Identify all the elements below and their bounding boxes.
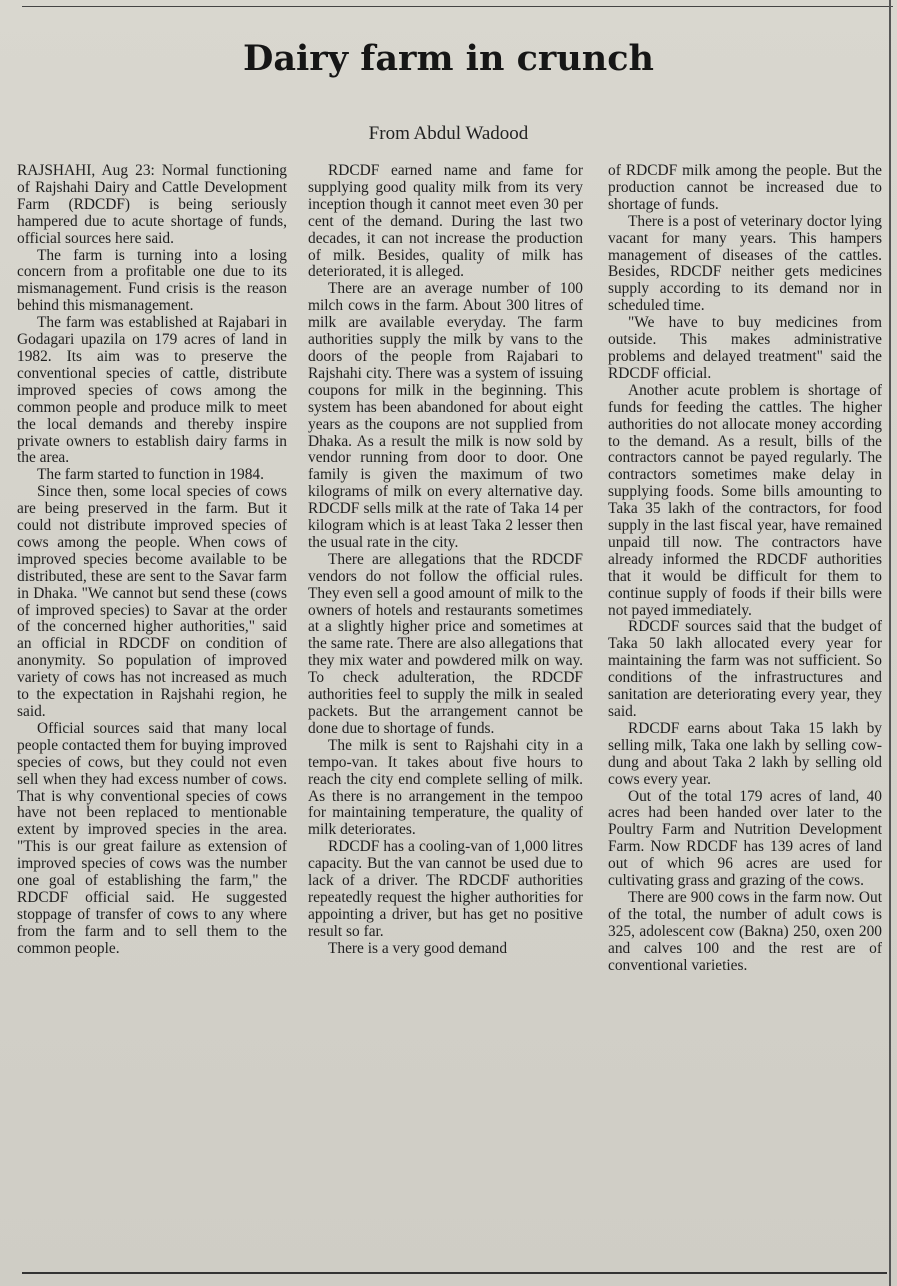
- paragraph: RDCDF earns about Taka 15 lakh by selling milk, Taka one lakh by selling cow-dung and about Taka 2 lakh by selling old cows every year.: [608, 719, 882, 788]
- article-column-2: [308, 163, 583, 958]
- paragraph: The farm started to function in 1984.: [37, 466, 264, 484]
- bottom-rule: [22, 1272, 887, 1274]
- paragraph: Out of the total 179 acres of land, 40 acres had been handed over later to the Poultry Farm and Nutrition Development Farm. Now RDCDF has 139 acres of land out of which 96 acres are used for cultivating grass and grazing of the cows.: [608, 787, 882, 890]
- paragraph: There are 900 cows in the farm now. Out of the total, the number of adult cows is 325, adolescent cow (Bakna) 250, oxen 200 and calves 100 and the rest are of conventional varieties.: [608, 888, 882, 974]
- paragraph: RDCDF earned name and fame for supplying good quality milk from its very inception though it cannot meet even 30 per cent of the demand. During the last two decades, it can not increase the production of milk. Besides, quality of milk has deteriorated, it is alleged.: [308, 162, 583, 281]
- paragraph: There is a post of veterinary doctor lying vacant for many years. This hampers management of diseases of the cattles. Besides, RDCDF neither gets medicines supply according to its demand nor in scheduled time.: [608, 212, 882, 315]
- paragraph: Since then, some local species of cows are being preserved in the farm. But it could not distribute improved species of cows among the people. When cows of improved species become available to be distributed, these are sent to the Savar farm in Dhaka. "We cannot but send these (cows of improved species) to Savar at the order of the concerned higher authorities," said an official in RDCDF on condition of anonymity. So population of improved variety of cows has not increased as much to the expectation in Rajshahi region, he said.: [17, 483, 287, 720]
- paragraph: The milk is sent to Rajshahi city in a tempo-van. It takes about five hours to reach the city end complete selling of milk. As there is no arrangement in the tempoo for maintaining temperature, the quality of milk deteriorates.: [308, 736, 583, 839]
- byline: From Abdul Wadood: [368, 123, 529, 144]
- right-rule: [889, 0, 891, 1286]
- article-column-3: [608, 163, 882, 975]
- paragraph: The farm is turning into a losing concern from a profitable one due to its mismanagement. Fund crisis is the reason behind this mismanagement.: [17, 246, 287, 315]
- paragraph: RDCDF has a cooling-van of 1,000 litres capacity. But the van cannot be used due to lack of a driver. The RDCDF authorities repeatedly request the higher authorities for appointing a driver, but has get no positive result so far.: [308, 838, 583, 940]
- paragraph: There is a very good demand: [328, 939, 508, 957]
- paragraph: RDCDF sources said that the budget of Taka 50 lakh allocated every year for maintaining the farm was not sufficient. So conditions of the infrastructures and sanitation are deteriorating every year, they said.: [608, 618, 882, 720]
- paragraph: Another acute problem is shortage of funds for feeding the cattles. The higher authorities do not allocate money according to the demand. As a result, bills of the contractors cannot be payed regularly. The contractors sometimes make delay in supplying foods. Some bills amounting to Taka 35 lakh of the contractors, for food supply in the last fiscal year, have remained unpaid till now. The contractors have already informed the RDCDF authorities that it would be difficult for them to continue supply of foods if their bills were not payed immediately.: [608, 381, 882, 619]
- paragraph: RAJSHAHI, Aug 23: Normal functioning of Rajshahi Dairy and Cattle Development Farm (RDCDF) is being seriously hampered due to acute shortage of funds, official sources here said.: [17, 162, 287, 247]
- paragraph: There are allegations that the RDCDF vendors do not follow the official rules. They even sell a good amount of milk to the owners of hotels and restaurants sometimes at a slightly higher price and sometimes at the same rate. There are also allegations that they mix water and powdered milk on way. To check adulteration, the RDCDF authorities feel to supply the milk in sealed packets. But the arrangement cannot be done due to shortage of funds.: [308, 550, 583, 737]
- paragraph: of RDCDF milk among the people. But the production cannot be increased due to shortage of funds.: [608, 162, 882, 213]
- top-rule: [22, 6, 893, 7]
- article-column-1: [17, 163, 287, 958]
- paragraph: "We have to buy medicines from outside. This makes administrative problems and delayed treatment" said the RDCDF official.: [608, 314, 882, 382]
- paragraph: There are an average number of 100 milch cows in the farm. About 300 litres of milk are available everyday. The farm authorities supply the milk by vans to the doors of the people from Rajabari to Rajshahi city. There was a system of issuing coupons for milk in the beginning. This system has been abandoned for about eight years as the coupons are not supplied from Dhaka. As a result the milk is now sold by vendor running from door to door. One family is given the maximum of two kilograms of milk on every alternative day. RDCDF sells milk at the rate of Taka 14 per kilogram which is at least Taka 2 lesser then the usual rate in the city.: [308, 280, 583, 551]
- paragraph: The farm was established at Rajabari in Godagari upazila on 179 acres of land in 1982. Its aim was to preserve the conventional species of cattle, distribute improved species of cows among the common people and produce milk to meet the local demands and thereby inspire private owners to establish dairy farms in the area.: [17, 314, 287, 467]
- headline: Dairy farm in crunch: [242, 38, 654, 79]
- paragraph: Official sources said that many local people contacted them for buying improved species of cows, but they could not even sell when they had excess number of cows. That is why conventional species of cows have not been replaced to mentionable extent by improved species in the area. "This is our great failure as extension of improved species of cows was the number one goal of establishing the farm," the RDCDF official said. He suggested stoppage of transfer of cows to any where from the farm and to sell them to the common people.: [17, 719, 287, 957]
